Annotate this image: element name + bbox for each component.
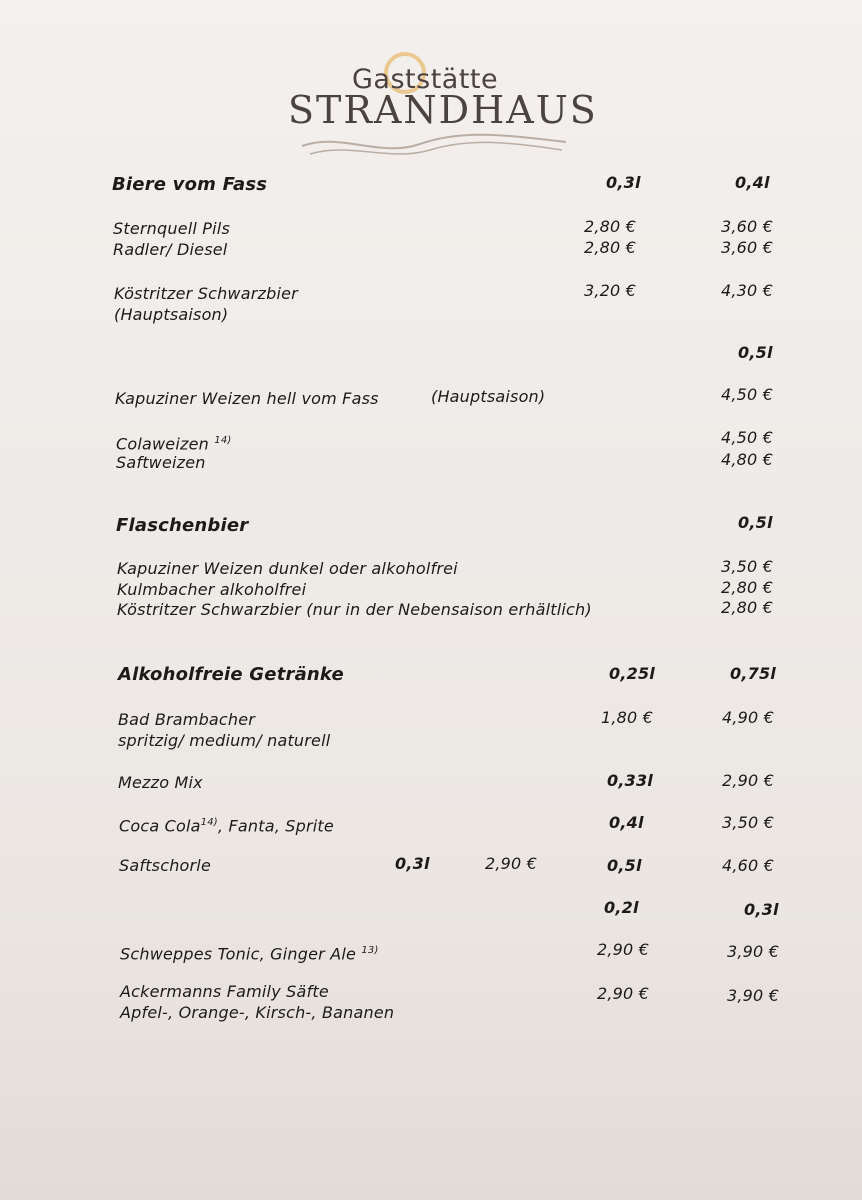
item-name: Sternquell Pils — [113, 219, 230, 238]
section-title-flaschenbier: Flaschenbier — [116, 515, 249, 536]
footnote-ref: 13) — [361, 945, 379, 956]
item-name: Saftweizen — [116, 453, 206, 472]
item-price: 2,90 € — [722, 771, 775, 790]
item-price: 3,60 € — [721, 238, 774, 257]
item-name-text: Colaweizen — [116, 434, 209, 454]
size-label: 0,4l — [609, 813, 644, 832]
item-name: Mezzo Mix — [118, 773, 203, 792]
size-label: 0,33l — [607, 771, 653, 790]
item-price: 2,90 € — [597, 984, 650, 1003]
item-note: (Hauptsaison) — [431, 387, 546, 406]
item-name: Kapuziner Weizen hell vom Fass — [115, 389, 379, 408]
item-price: 1,80 € — [601, 708, 654, 727]
item-price: 2,80 € — [721, 578, 774, 597]
size-label: 0,5l — [607, 856, 642, 875]
item-name: Saftschorle — [119, 856, 211, 875]
item-price: 2,80 € — [584, 238, 637, 257]
size-header: 0,25l — [609, 664, 655, 683]
item-name-text: , Fanta, Sprite — [217, 816, 334, 836]
item-price: 2,90 € — [485, 854, 538, 873]
size-header: 0,5l — [738, 343, 773, 362]
item-name: Kapuziner Weizen dunkel oder alkoholfrei — [117, 559, 458, 578]
item-name: Köstritzer Schwarzbier (nur in der Nebensaison erhältlich) — [117, 600, 592, 619]
item-name-text: Coca Cola — [119, 816, 201, 836]
section-title-alkoholfreie-getraenke: Alkoholfreie Getränke — [118, 664, 344, 685]
item-name: Köstritzer Schwarzbier — [114, 284, 298, 303]
item-price: 2,90 € — [597, 940, 650, 959]
item-price: 4,90 € — [722, 708, 775, 727]
size-label: 0,3l — [395, 854, 430, 873]
item-price: 3,50 € — [721, 557, 774, 576]
logo-line2: STRANDHAUS — [288, 88, 598, 132]
footnote-ref: 14) — [200, 817, 218, 828]
wave-icon — [300, 128, 570, 162]
size-header: 0,5l — [738, 513, 773, 532]
section-title-biere-vom-fass: Biere vom Fass — [112, 174, 268, 195]
item-name — [119, 813, 334, 836]
item-name — [120, 941, 379, 964]
item-price: 2,80 € — [721, 598, 774, 617]
item-price: 2,80 € — [584, 217, 637, 236]
item-price: 4,60 € — [722, 856, 775, 875]
size-header: 0,75l — [730, 664, 776, 683]
item-price: 4,30 € — [721, 281, 774, 300]
item-sub: spritzig/ medium/ naturell — [118, 731, 331, 750]
item-name-text: Schweppes Tonic, Ginger Ale — [120, 944, 357, 964]
item-price: 3,60 € — [721, 217, 774, 236]
item-name: Ackermanns Family Säfte — [120, 982, 329, 1001]
item-price: 3,90 € — [727, 986, 780, 1005]
footnote-ref: 14) — [214, 435, 232, 446]
item-price: 3,90 € — [727, 942, 780, 961]
item-price: 4,50 € — [721, 385, 774, 404]
size-header: 0,3l — [744, 900, 779, 919]
item-price: 4,80 € — [721, 450, 774, 469]
item-price: 4,50 € — [721, 428, 774, 447]
size-header: 0,2l — [604, 898, 639, 917]
item-name: Kulmbacher alkoholfrei — [117, 580, 307, 599]
item-name: Radler/ Diesel — [113, 240, 228, 259]
item-name: Bad Brambacher — [118, 710, 256, 729]
item-price: 3,50 € — [722, 813, 775, 832]
size-header: 0,3l — [606, 173, 641, 192]
size-header: 0,4l — [735, 173, 770, 192]
item-sub: Apfel-, Orange-, Kirsch-, Bananen — [120, 1003, 395, 1022]
item-name — [116, 431, 232, 454]
item-note: (Hauptsaison) — [114, 305, 229, 324]
logo-line1: Gaststätte — [352, 64, 499, 95]
item-price: 3,20 € — [584, 281, 637, 300]
